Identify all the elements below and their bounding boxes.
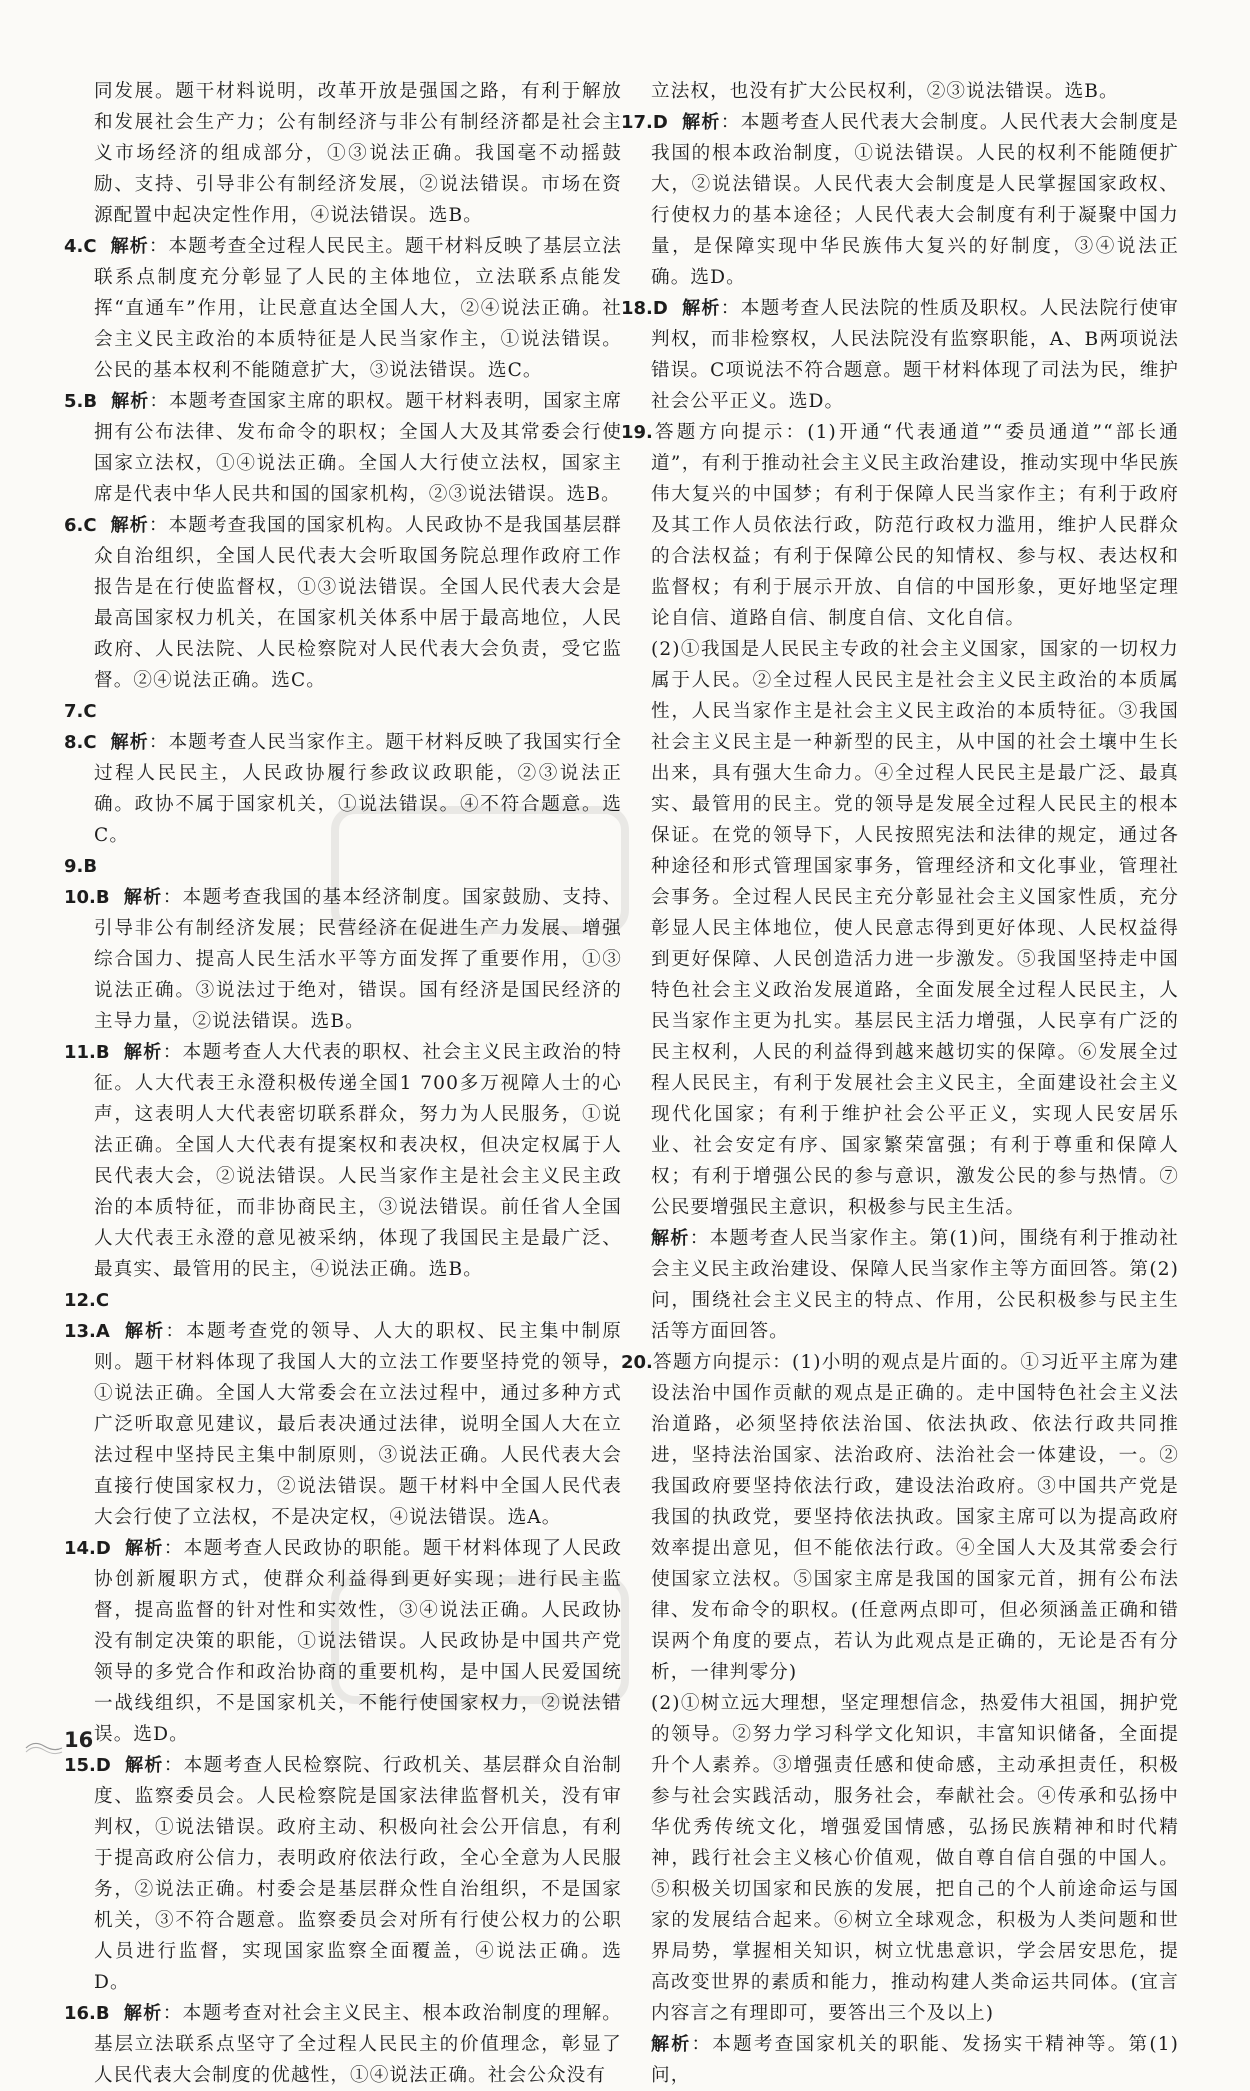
paragraph <box>621 2029 1179 2091</box>
analysis-label: 解析 <box>123 1042 163 1063</box>
item-text: ：本题考查人大代表的职权、社会主义民主政治的特征。人大代表王永澄积极传递全国1 700多万视障人士的心声，这表明人大代表密切联系群众，努力为人民服务，①说法正确。全国人大代表有提案权和表决权，但决定权属于人民代表大会，②说法错误。人民当家作主是社会主义民主政治的本质特征，而非协商民主，③说法错误。前任省人全国人大代表王永澄的意见被采纳，体现了我国民主是最广泛、最真实、最管用的民主，④说法正确。选B。 <box>94 1042 622 1280</box>
item-text: ：本题考查人民法院的性质及职权。人民法院行使审判权，而非检察权，人民法院没有监察职能，A、B两项说法错误。C项说法不符合题意。题干材料体现了司法为民，维护社会公平正义。选D。 <box>651 298 1179 412</box>
answer-choice: D <box>95 1755 111 1776</box>
paragraph <box>621 1688 1179 2029</box>
item-number: 18. <box>621 298 653 319</box>
analysis-label: 解析 <box>123 887 163 908</box>
item-text: ：本题考查人民当家作主。题干材料反映了我国实行全过程人民民主，人民政协履行参政议政职能，②③说法正确。政协不属于国家机关，①说法错误。④不符合题意。选C。 <box>94 732 622 846</box>
item-text: (2)①我国是人民民主专政的社会主义国家，国家的一切权力属于人民。②全过程人民民主是社会主义民主政治的本质属性，人民当家作主是社会主义民主政治的本质特征。③我国社会主义民主是一种新型的民主，从中国的社会土壤中生长出来，具有强大生命力。④全过程人民民主是最广泛、最真实、最管用的民主。党的领导是发展全过程人民民主的根本保证。在党的领导下，人民按照宪法和法律的规定，通过各种途径和形式管理国家事务，管理经济和文化事业，管理社会事务。全过程人民民主充分彰显社会主义国家性质，充分彰显人民主体地位，使人民意志得到更好体现、人民权益得到更好保障、人民创造活力进一步激发。⑤我国坚持走中国特色社会主义政治发展道路，全面发展全过程人民民主，人民当家作主更为扎实。基层民主活力增强，人民享有广泛的民主权利，人民的利益得到越来越切实的保障。⑥发展全过程人民民主，有利于发展社会主义民主，全面建设社会主义现代化国家；有利于维护社会公平正义，实现人民安居乐业、社会安定有序、国家繁荣富强；有利于尊重和保障人权；有利于增强公民的参与意识，激发公民的参与热情。⑦公民要增强民主意识，积极参与民主生活。 <box>651 639 1179 1218</box>
answer-choice: C <box>83 236 97 257</box>
answer-choice: A <box>95 1321 110 1342</box>
answer-choice: C <box>83 701 97 722</box>
paragraph <box>621 76 1179 107</box>
item-number: 11. <box>64 1042 96 1063</box>
answer-item <box>64 1998 622 2091</box>
analysis-label: 解析 <box>124 1755 164 1776</box>
analysis-label: 解析 <box>123 2003 163 2024</box>
analysis-label: 解析 <box>110 515 149 536</box>
answer-item <box>64 727 622 851</box>
analysis-label: 解析 <box>651 1228 690 1249</box>
analysis-label: 解析 <box>681 298 721 319</box>
answer-item <box>64 696 622 727</box>
item-text: ：本题考查党的领导、人大的职权、民主集中制原则。题干材料体现了我国人大的立法工作要坚持党的领导，①说法正确。全国人大常委会在立法过程中，通过多种方式广泛听取意见建议，最后表决通过法律，说明全国人大在立法过程中坚持民主集中制原则，③说法正确。人民代表大会直接行使国家权力，②说法错误。题干材料中全国人民代表大会行使了立法权，不是决定权，④说法错误。选A。 <box>94 1321 623 1528</box>
answer-item <box>621 293 1179 417</box>
answer-choice: C <box>83 515 97 536</box>
analysis-label: 解析 <box>651 2034 692 2055</box>
answer-choice: D <box>95 1538 111 1559</box>
item-number: 8. <box>64 732 84 753</box>
item-text: 立法权，也没有扩大公民权利，②③说法错误。选B。 <box>651 81 1119 102</box>
item-number: 20. <box>621 1352 653 1373</box>
item-number: 10. <box>64 887 96 908</box>
answer-item <box>64 231 622 386</box>
item-number: 4. <box>64 236 84 257</box>
item-number: 6. <box>64 515 84 536</box>
answer-choice: D <box>652 298 668 319</box>
answer-choice: D <box>652 112 668 133</box>
item-text: ：本题考查对社会主义民主、根本政治制度的理解。基层立法联系点坚守了全过程人民民主的价值理念，彰显了人民代表大会制度的优越性，①④说法正确。社会公众没有 <box>94 2003 622 2086</box>
item-text: ：本题考查人民检察院、行政机关、基层群众自治制度、监察委员会。人民检察院是国家法律监督机关，没有审判权，①说法错误。政府主动、积极向社会公开信息，有利于提高政府公信力，表明政府依法行政，全心全意为人民服务，②说法正确。村委会是基层群众性自治组织，不是国家机关，③不符合题意。监察委员会对所有行使公权力的公职人员进行监督，实现国家监察全面覆盖，④说法正确。选D。 <box>94 1755 622 1993</box>
item-number: 12. <box>64 1290 96 1311</box>
item-number: 5. <box>64 391 84 412</box>
paragraph <box>621 1223 1179 1347</box>
item-text: 答题方向提示：(1)开通“代表通道”“委员通道”“部长通道”，有利于推动社会主义民主政治建设，推动实现中华民族伟大复兴的中国梦；有利于保障人民当家作主；有利于政府及其工作人员依法行政，防范行政权力滥用，维护人民群众的合法权益；有利于保障公民的知情权、参与权、表达权和监督权；有利于展示开放、自信的中国形象，更好地坚定理论自信、道路自信、制度自信、文化自信。 <box>651 422 1179 629</box>
answer-item <box>621 107 1179 293</box>
item-text: ：本题考查人民政协的职能。题干材料体现了人民政协创新履职方式，使群众利益得到更好实现；进行民主监督，提高监督的针对性和实效性，③④说法正确。人民政协没有制定决策的职能，①说法错误。人民政协是中国共产党领导的多党合作和政治协商的重要机构，是中国人民爱国统一战线组织，不是国家机关，不能行使国家权力，②说法错误。选D。 <box>94 1538 622 1745</box>
paragraph <box>621 634 1179 1223</box>
item-text: 答题方向提示：(1)小明的观点是片面的。①习近平主席为建设法治中国作贡献的观点是正确的。走中国特色社会主义法治道路，必须坚持依法治国、依法执政、依法行政共同推进，坚持法治国家、法治政府、法治社会一体建设，一。②我国政府要坚持依法行政，建设法治政府。③中国共产党是我国的执政党，要坚持依法执政。国家主席可以为提高政府效率提出意见，但不能依法行政。④全国人大及其常委会行使国家立法权。⑤国家主席是我国的国家元首，拥有公布法律、发布命令的职权。(任意两点即可，但必须涵盖正确和错误两个角度的要点，若认为此观点是正确的，无论是否有分析，一律判零分) <box>651 1352 1179 1683</box>
item-text: ：本题考查人民当家作主。第(1)问，围绕有利于推动社会主义民主政治建设、保障人民当家作主等方面回答。第(2)问，围绕社会主义民主的特点、作用，公民积极参与民主生活等方面回答。 <box>651 1228 1179 1342</box>
answer-choice: C <box>95 1290 110 1311</box>
answer-choice: B <box>95 2003 110 2024</box>
analysis-label: 解析 <box>124 1538 164 1559</box>
page-corner-ornament <box>24 1738 64 1758</box>
left-column <box>64 76 622 2091</box>
answer-item <box>64 851 622 882</box>
analysis-label: 解析 <box>123 1321 166 1342</box>
item-number: 7. <box>64 701 84 722</box>
answer-item <box>621 1347 1179 1688</box>
item-text: ：本题考查全过程人民民主。题干材料反映了基层立法联系点制度充分彰显了人民的主体地位，立法联系点能发挥“直通车”作用，让民意直达全国人大，②④说法正确。社会主义民主政治的本质特征是人民当家作主，①说法错误。公民的基本权利不能随意扩大，③说法错误。选C。 <box>94 236 622 381</box>
answer-item <box>621 417 1179 634</box>
answer-item <box>64 1533 622 1750</box>
answer-choice: B <box>83 856 98 877</box>
item-number: 16. <box>64 2003 96 2024</box>
item-text: ：本题考查国家主席的职权。题干材料表明，国家主席拥有公布法律、发布命令的职权；全国人大及其常委会行使国家立法权，①④说法正确。全国人大行使立法权，国家主席是代表中华人民共和国的国家机构，②③说法错误。选B。 <box>94 391 623 505</box>
analysis-label: 解析 <box>681 112 721 133</box>
item-number: 9. <box>64 856 84 877</box>
analysis-label: 解析 <box>110 236 149 257</box>
item-text: ：本题考查国家机关的职能、发扬实干精神等。第(1)问， <box>651 2034 1180 2086</box>
page-number: 16 <box>64 1728 94 1752</box>
answer-item <box>64 510 622 696</box>
answer-item <box>64 1750 622 1998</box>
item-number: 14. <box>64 1538 96 1559</box>
item-text: ：本题考查我国的国家机构。人民政协不是我国基层群众自治组织，全国人民代表大会听取国务院总理作政府工作报告是在行使监督权，①③说法错误。全国人民代表大会是最高国家权力机关，在国家机关体系中居于最高地位，人民政府、人民法院、人民检察院对人民代表大会负责，受它监督。②④说法正确。选C。 <box>94 515 622 691</box>
answer-item <box>64 1285 622 1316</box>
item-number: 19. <box>621 422 653 443</box>
answer-choice: B <box>95 1042 110 1063</box>
item-text: 同发展。题干材料说明，改革开放是强国之路，有利于解放和发展社会生产力；公有制经济与非公有制经济都是社会主义市场经济的组成部分，①③说法正确。我国毫不动摇鼓励、支持、引导非公有制经济发展，②说法错误。市场在资源配置中起决定性作用，④说法错误。选B。 <box>94 81 622 226</box>
item-text: ：本题考查人民代表大会制度。人民代表大会制度是我国的根本政治制度，①说法错误。人民的权利不能随便扩大，②说法错误。人民代表大会制度是人民掌握国家政权、行使权力的基本途径；人民代表大会制度有利于凝聚中国力量，是保障实现中华民族伟大复兴的好制度，③④说法正确。选D。 <box>651 112 1179 288</box>
answer-item <box>64 386 622 510</box>
answer-item <box>64 882 622 1037</box>
item-text: (2)①树立远大理想，坚定理想信念，热爱伟大祖国，拥护党的领导。②努力学习科学文化知识，丰富知识储备，全面提升个人素养。③增强责任感和使命感，主动承担责任，积极参与社会实践活动，服务社会，奉献社会。④传承和弘扬中华优秀传统文化，增强爱国情感，弘扬民族精神和时代精神，践行社会主义核心价值观，做自尊自信自强的中国人。⑤积极关切国家和民族的发展，把自己的个人前途命运与国家的发展结合起来。⑥树立全球观念，积极为人类问题和世界局势，掌握相关知识，树立忧患意识，学会居安思危，提高改变世界的素质和能力，推动构建人类命运共同体。(宜言内容言之有理即可，要答出三个及以上) <box>651 1693 1179 2024</box>
analysis-label: 解析 <box>111 391 150 412</box>
answer-item <box>64 1316 622 1533</box>
item-number: 13. <box>64 1321 96 1342</box>
answer-item <box>64 1037 622 1285</box>
answer-choice: B <box>83 391 98 412</box>
paragraph <box>64 76 622 231</box>
answer-choice: C <box>83 732 97 753</box>
analysis-label: 解析 <box>110 732 149 753</box>
item-number: 15. <box>64 1755 96 1776</box>
answer-choice: B <box>95 887 110 908</box>
item-number: 17. <box>621 112 653 133</box>
right-column <box>621 76 1179 2091</box>
item-text: ：本题考查我国的基本经济制度。国家鼓励、支持、引导非公有制经济发展；民营经济在促进生产力发展、增强综合国力、提高人民生活水平等方面发挥了重要作用，①③说法正确。③说法过于绝对，错误。国有经济是国民经济的主导力量，②说法错误。选B。 <box>94 887 622 1032</box>
